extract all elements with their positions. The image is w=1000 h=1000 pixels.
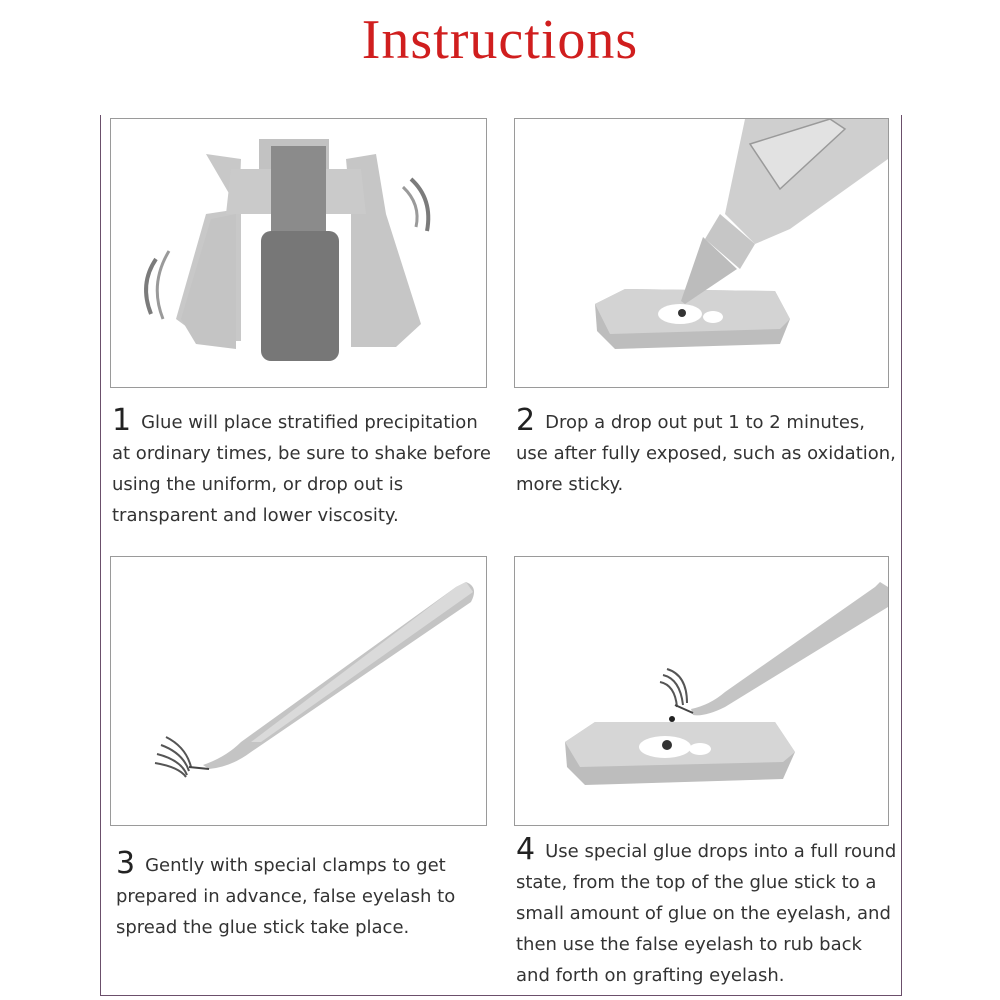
step-2-number: 2	[516, 403, 536, 438]
step-1-number: 1	[112, 403, 132, 438]
step-3-illustration	[110, 556, 487, 826]
shaking-bottle-icon	[111, 119, 486, 387]
glue-drop-icon	[515, 119, 888, 387]
step-4-illustration	[514, 556, 889, 826]
page-title: Instructions	[361, 9, 639, 71]
step-1-illustration	[110, 118, 487, 388]
step-4-text	[516, 834, 899, 991]
step-2-illustration	[514, 118, 889, 388]
step-2-text	[516, 405, 896, 500]
step-3-number: 3	[116, 846, 136, 881]
step-3-description: Gently with special clamps to get prepared in advance, false eyelash to spread the glue stick take place.	[116, 855, 456, 938]
step-1-text	[112, 405, 497, 531]
step-3-text	[116, 848, 486, 943]
step-2-description: Drop a drop out put 1 to 2 minutes, use after fully exposed, such as oxidation, more sticky.	[516, 412, 896, 495]
eyelash-dipping-icon	[515, 557, 888, 825]
step-4-number: 4	[516, 832, 536, 867]
step-1-description: Glue will place stratified precipitation at ordinary times, be sure to shake before using the uniform, or drop out is transparent and lower viscosity.	[112, 412, 491, 526]
step-4-description: Use special glue drops into a full round state, from the top of the glue stick to a small amount of glue on the eyelash, and then use the false eyelash to rub back and forth on grafting eyelash.	[516, 841, 897, 986]
tweezers-icon	[111, 557, 486, 825]
